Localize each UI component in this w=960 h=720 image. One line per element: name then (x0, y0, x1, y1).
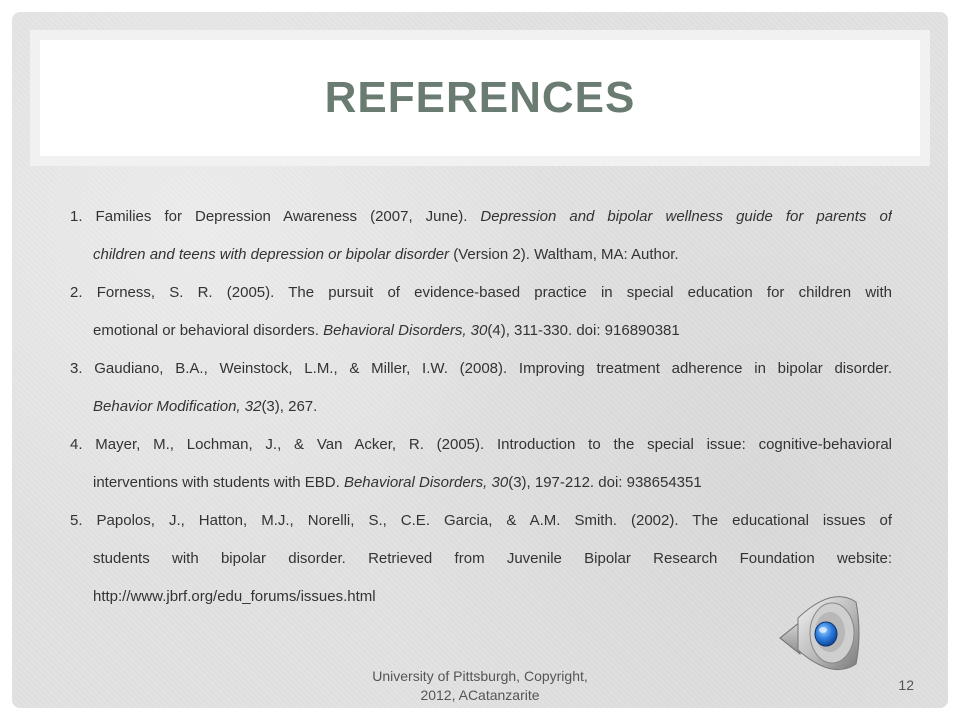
reference-text: emotional or behavioral disorders. (93, 322, 324, 339)
speaker-icon[interactable] (772, 592, 862, 674)
reference-item (70, 426, 892, 502)
footer-line-2: 2012, ACatanzarite (420, 687, 540, 703)
reference-text: 4. Mayer, M., Lochman, J., & Van Acker, R. (2005). Introduction to the special issue: cognitive-behavioral (70, 436, 892, 453)
reference-line (70, 540, 892, 578)
reference-item (70, 198, 892, 274)
footer (342, 667, 618, 705)
reference-line (70, 312, 892, 350)
page-number: 12 (898, 677, 914, 693)
reference-line (70, 464, 892, 502)
reference-text: 2. Forness, S. R. (2005). The pursuit of evidence-based practice in special education for children with (70, 284, 892, 301)
slide-title: REFERENCES (324, 73, 636, 122)
reference-text: (3), 267. (261, 398, 318, 415)
slide (12, 12, 948, 708)
reference-item (70, 502, 892, 616)
reference-list (70, 198, 892, 616)
reference-text: (Version 2). Waltham, MA: Author. (449, 246, 679, 263)
reference-text: http://www.jbrf.org/edu_forums/issues.html (93, 588, 376, 605)
title-box (40, 40, 920, 156)
reference-line (70, 350, 892, 388)
reference-text: 1. Families for Depression Awareness (2007, June). (70, 208, 481, 225)
reference-line (70, 274, 892, 312)
reference-line (70, 502, 892, 540)
reference-text: 3. Gaudiano, B.A., Weinstock, L.M., & Miller, I.W. (2008). Improving treatment adherence in bipolar disorder. (70, 360, 892, 377)
reference-text: (3), 197-212. doi: 938654351 (508, 474, 702, 491)
reference-line (70, 236, 892, 274)
reference-italic-text: Behavioral Disorders, 30 (323, 322, 488, 339)
reference-text: students with bipolar disorder. Retrieved from Juvenile Bipolar Research Foundation website: (93, 550, 892, 567)
reference-italic-text: Behavior Modification, 32 (93, 398, 262, 415)
reference-line (70, 426, 892, 464)
reference-item (70, 274, 892, 350)
footer-line-1: University of Pittsburgh, Copyright, (372, 668, 588, 684)
reference-line (70, 198, 892, 236)
reference-italic-text: Depression and bipolar wellness guide for parents of (480, 208, 892, 225)
reference-italic-text: Behavioral Disorders, 30 (343, 474, 509, 491)
reference-text: (4), 311-330. doi: 916890381 (487, 322, 680, 339)
reference-line (70, 578, 892, 616)
reference-line (70, 388, 892, 426)
title-frame (30, 30, 930, 166)
reference-text: interventions with students with EBD. (93, 474, 344, 491)
reference-text: 5. Papolos, J., Hatton, M.J., Norelli, S., C.E. Garcia, & A.M. Smith. (2002). The educational issues of (70, 512, 892, 529)
reference-italic-text: children and teens with depression or bipolar disorder (93, 246, 450, 263)
reference-item (70, 350, 892, 426)
